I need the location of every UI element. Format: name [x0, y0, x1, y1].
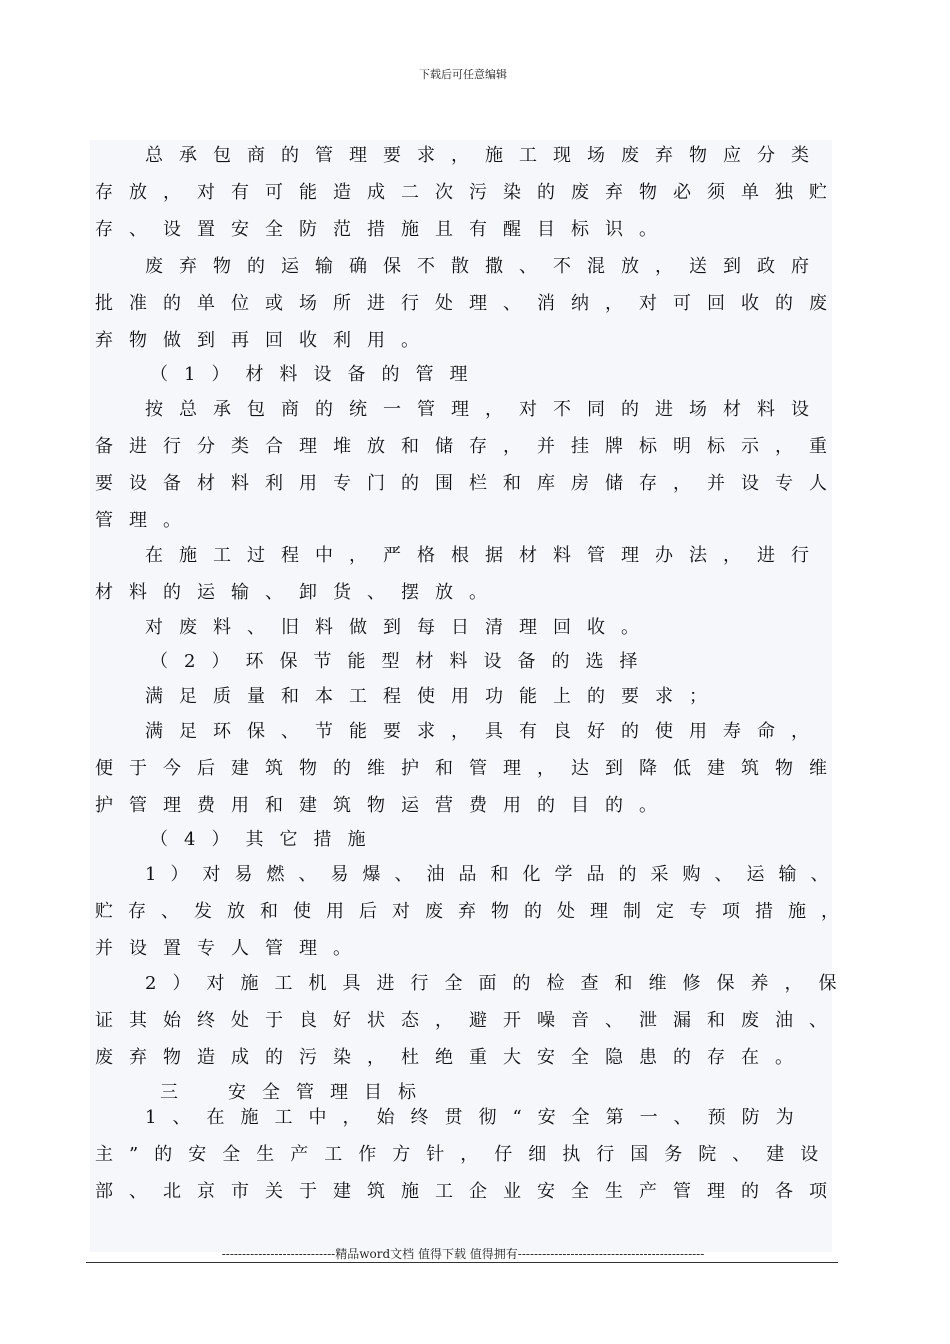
- text-line: 在施工过程中，严格根据材料管理办法，进行: [145, 545, 825, 566]
- footer-divider: [86, 1262, 838, 1263]
- text-line: 护管理费用和建筑物运营费用的目的。: [95, 795, 673, 816]
- text-line: 废弃物的运输确保不散撒、不混放，送到政府: [145, 256, 825, 277]
- page-header-note: 下载后可任意编辑: [419, 68, 507, 81]
- text-line: 材料的运输、卸货、摆放。: [95, 582, 503, 603]
- text-line: 要设备材料利用专门的围栏和库房储存，并设专人: [95, 473, 843, 494]
- text-line: 满足环保、节能要求，具有良好的使用寿命，: [145, 721, 825, 742]
- text-line: 便于今后建筑物的维护和管理，达到降低建筑物维: [95, 758, 843, 779]
- text-line: 备进行分类合理堆放和储存，并挂牌标明标示，重: [95, 436, 843, 457]
- text-line: 部、北京市关于建筑施工企业安全生产管理的各项: [95, 1181, 843, 1202]
- text-line: 存放，对有可能造成二次污染的废弃物必须单独贮: [95, 182, 843, 203]
- text-line: 贮存、发放和使用后对废弃物的处理制定专项措施，: [95, 901, 854, 922]
- text-line: 满足质量和本工程使用功能上的要求；: [145, 686, 723, 707]
- text-line: 1）对易燃、易爆、油品和化学品的采购、运输、: [145, 864, 843, 885]
- text-line: 废弃物造成的污染，杜绝重大安全隐患的存在。: [95, 1047, 809, 1068]
- text-line: 证其始终处于良好状态，避开噪音、泄漏和废油、: [95, 1010, 843, 1031]
- text-line: 存、设置安全防范措施且有醒目标识。: [95, 219, 673, 240]
- text-line: 2）对施工机具进行全面的检查和维修保养，保: [145, 973, 853, 994]
- section-heading: 三 安全管理目标: [160, 1082, 432, 1103]
- page-footer-note: ----------------------------精品word文档 值得下载 值得拥有----------------------------------------------: [221, 1247, 705, 1261]
- section-heading: （4）其它措施: [150, 829, 382, 850]
- text-line: 1、在施工中，始终贯彻“安全第一、预防为: [145, 1107, 810, 1128]
- text-line: 并设置专人管理。: [95, 938, 367, 959]
- section-heading: （1）材料设备的管理: [150, 364, 484, 385]
- text-line: 批准的单位或场所进行处理、消纳，对可回收的废: [95, 293, 843, 314]
- text-line: 弃物做到再回收利用。: [95, 330, 435, 351]
- text-line: 按总承包商的统一管理，对不同的进场材料设: [145, 399, 825, 420]
- text-line: 主”的安全生产工作方针，仔细执行国务院、建设: [95, 1144, 835, 1165]
- text-line: 总承包商的管理要求，施工现场废弃物应分类: [145, 145, 825, 166]
- text-line: 管理。: [95, 510, 197, 531]
- section-heading: （2）环保节能型材料设备的选择: [150, 651, 654, 672]
- text-line: 对废料、旧料做到每日清理回收。: [145, 617, 655, 638]
